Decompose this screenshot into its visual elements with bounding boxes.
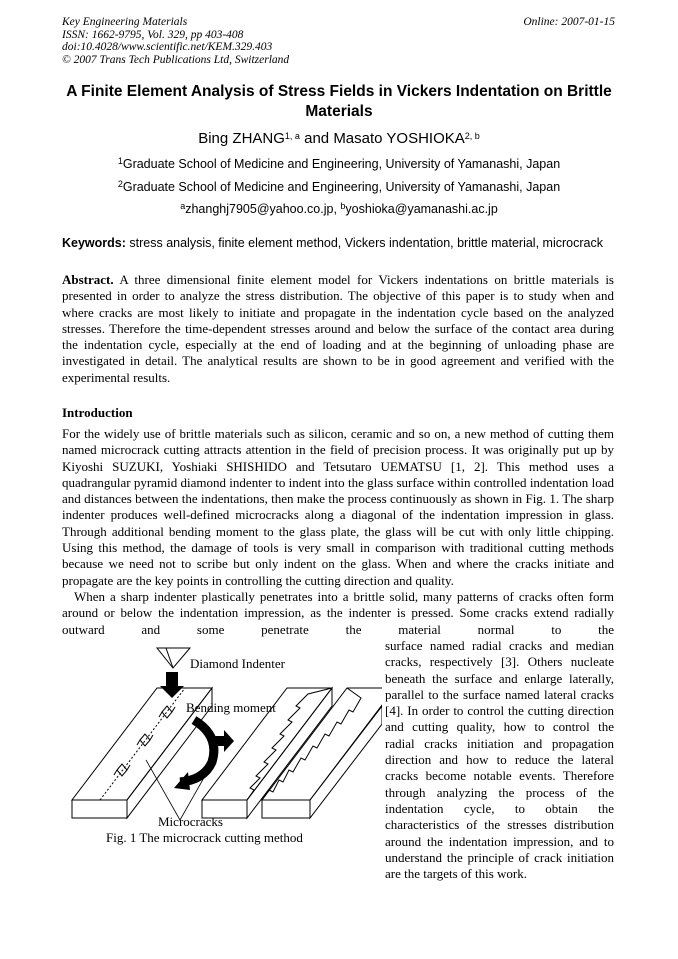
copyright-line: © 2007 Trans Tech Publications Ltd, Switzerland bbox=[62, 53, 290, 66]
email-address[interactable]: yoshioka@yamanashi.ac.jp bbox=[345, 202, 498, 216]
affiliation-text: Graduate School of Medicine and Engineering, University of Yamanashi, Japan bbox=[122, 180, 561, 194]
affiliation-text: Graduate School of Medicine and Engineering, University of Yamanashi, Japan bbox=[122, 157, 561, 171]
paragraph: surface named radial cracks and median cracks, respectively [3]. Others nucleate beneath the surface and enlarge laterally, parallel to the surface named lateral cracks [4]. In order to control the cutting direction and cutting quality, how to control the radial cracks initiation and propagation direction and how to reduce the lateral cracks become notable events. Therefore through analyzing the process of the indentation cycle, to obtain the characteristics of the stresses distribution around the indentation impression, and to understand the principle of crack initiation are the targets of this work. bbox=[385, 638, 614, 882]
affiliation-sup: 1 bbox=[117, 156, 123, 166]
author-sup: 1, a bbox=[284, 131, 300, 141]
affiliation-2 bbox=[62, 180, 616, 195]
paragraph: For the widely use of brittle materials such as silicon, ceramic and so on, a new method of cutting them named microcrack cutting attracts attention in the field of precision process. It was originally put up by Kiyoshi SUZUKI, Yoshiaki SHISHIDO and Tetsutaro UEMATSU [1, 2]. This method uses a quadrangular pyramid diamond indenter to indent into the glass surface within controlled indentation load and distances between the indentations, then make the process continuously as shown in Fig. 1. The sharp indenter produces well-defined microcracks along a diagonal of the indentation impression in glass. Through additional bending moment to the glass plate, the glass will be cut with only little chipping. Using this method, the damage of tools is very small in comparison with traditional cutting methods because we need not to scribe but only indent on the glass. When and where the cracks initiate and propagate are the key points in controlling the cutting direction and quality. bbox=[62, 426, 614, 588]
paper-title: A Finite Element Analysis of Stress Fields in Vickers Indentation on Brittle Materials bbox=[66, 83, 612, 120]
paragraph-continuation bbox=[385, 638, 614, 882]
email-sup: b bbox=[340, 201, 346, 211]
figure-label-microcracks: Microcracks bbox=[158, 814, 223, 829]
journal-header bbox=[62, 16, 289, 66]
email-line bbox=[62, 202, 616, 217]
diamond-indenter-icon bbox=[157, 648, 190, 668]
author-conjunction: and bbox=[299, 130, 334, 147]
author-name: Bing ZHANG bbox=[198, 130, 285, 147]
introduction-body bbox=[62, 426, 614, 638]
figure-label-bending: Bending moment bbox=[186, 700, 276, 715]
email-sup: a bbox=[180, 201, 186, 211]
abstract-label: Abstract. bbox=[62, 272, 114, 287]
figure-1 bbox=[62, 640, 382, 855]
journal-name: Key Engineering Materials bbox=[62, 16, 188, 28]
doi-line: doi:10.4028/www.scientific.net/KEM.329.403 bbox=[62, 41, 273, 53]
keywords-text: stress analysis, finite element method, Vickers indentation, brittle material, microcrack bbox=[125, 236, 603, 250]
email-address[interactable]: zhanghj7905@yahoo.co.jp, bbox=[185, 202, 341, 216]
section-heading-introduction: Introduction bbox=[62, 405, 133, 420]
author-line bbox=[62, 130, 616, 148]
abstract bbox=[62, 272, 614, 386]
abstract-text: A three dimensional finite element model for Vickers indentations on brittle materials is presented in order to analyze the stress distribution. The objective of this paper is to study when and where cracks are most likely to initiate and propagate in the indentation cycle based on the analyzed stresses. Therefore the time-dependent stresses around and below the surface of the contact area during the indentation cycle, especially at the end of loading and at the beginning of unloading phase are investigated in detail. The analytical results are shown to be in good agreement and verified with the experimental results. bbox=[62, 272, 614, 385]
online-date: Online: 2007-01-15 bbox=[523, 16, 615, 28]
bending-moment-arrow-icon bbox=[180, 720, 214, 782]
author-sup: 2, b bbox=[464, 131, 480, 141]
figure-label-indenter: Diamond Indenter bbox=[190, 656, 285, 671]
author-name: Masato YOSHIOKA bbox=[333, 130, 465, 147]
affiliation-sup: 2 bbox=[117, 179, 123, 189]
keywords-label: Keywords: bbox=[62, 236, 126, 250]
keywords bbox=[62, 236, 616, 251]
glass-plate-right bbox=[262, 688, 382, 800]
affiliation-1 bbox=[62, 157, 616, 172]
issn-line: ISSN: 1662-9795, Vol. 329, pp 403-408 bbox=[62, 28, 244, 41]
figure-caption: Fig. 1 The microcrack cutting method bbox=[106, 830, 303, 845]
paragraph: When a sharp indenter plastically penetrates into a brittle solid, many patterns of cracks often form around or below the indentation impression, as the indenter is pressed. Some cracks extend radially outward and some penetrate the material normal to the bbox=[62, 588, 614, 637]
